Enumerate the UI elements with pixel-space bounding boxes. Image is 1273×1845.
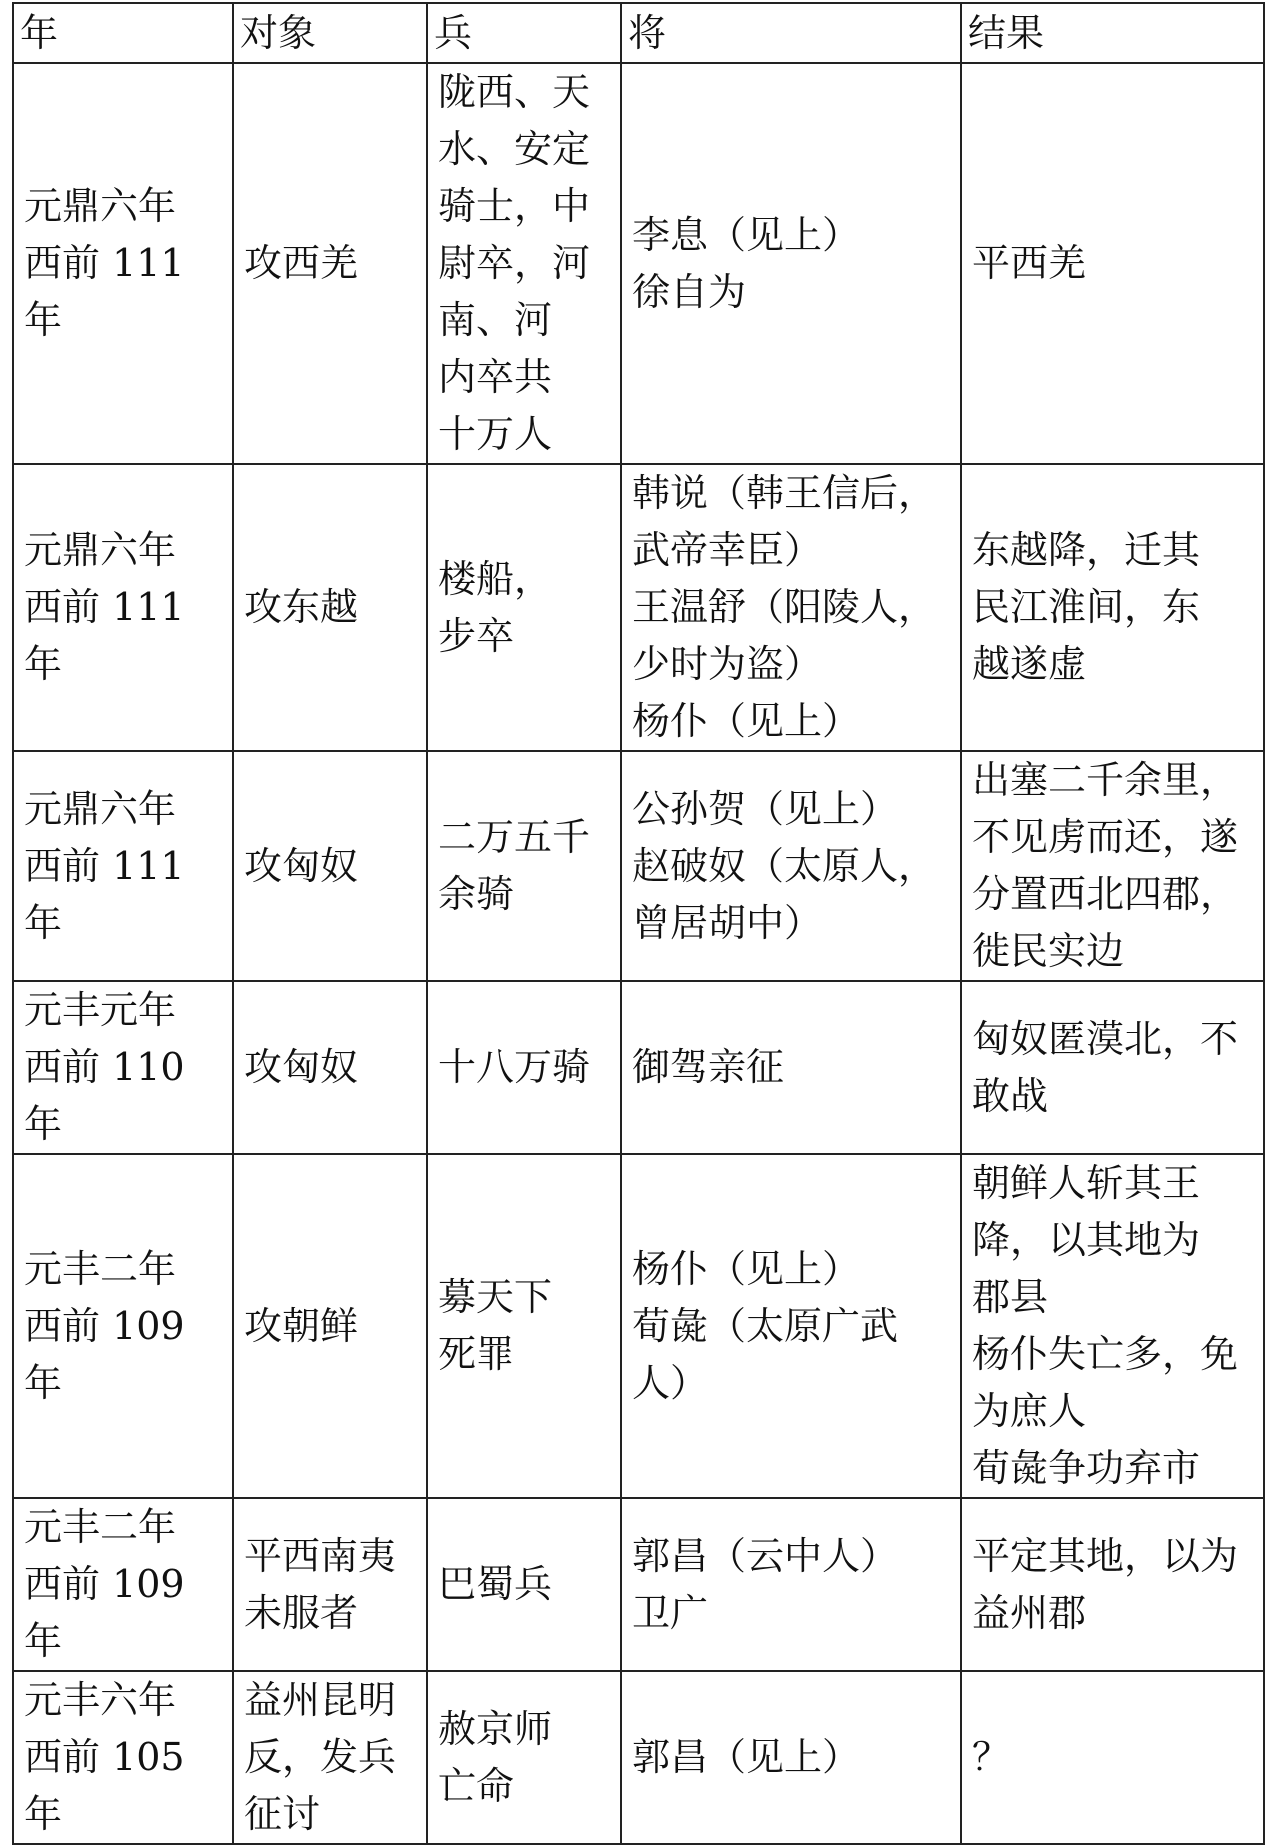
- generals-line: 杨仆（见上）: [632, 699, 861, 743]
- table-body: [13, 63, 1264, 1844]
- cell-generals: [621, 1154, 961, 1498]
- year-line: 元丰二年: [24, 1246, 177, 1291]
- header-result: 结果: [961, 3, 1264, 63]
- cell-year: [13, 464, 233, 751]
- year-line: 西前 111 年: [24, 585, 197, 686]
- year-line: 元鼎六年: [24, 786, 177, 831]
- table-row: [13, 1154, 1264, 1498]
- table-header: [13, 3, 1264, 63]
- result-line: 降，以其地为: [972, 1218, 1201, 1262]
- header-year: 年: [13, 3, 233, 63]
- header-troops: 兵: [427, 3, 621, 63]
- troops-line: 余骑: [438, 872, 515, 916]
- target-line: 攻朝鲜: [244, 1303, 359, 1348]
- cell-result: [961, 63, 1264, 464]
- cell-result: [961, 1154, 1264, 1498]
- troops-line: 募天下: [438, 1275, 553, 1319]
- cell-target: [233, 63, 427, 464]
- troops-line: 内卒共: [438, 355, 553, 399]
- cell-result: [961, 1671, 1264, 1844]
- table-row: [13, 981, 1264, 1154]
- troops-line: 亡命: [438, 1763, 515, 1808]
- cell-generals: [621, 464, 961, 751]
- result-line: 益州郡: [972, 1590, 1087, 1635]
- troops-line: 水、安定: [438, 127, 591, 171]
- troops-line: 十八万骑: [438, 1045, 591, 1089]
- generals-line: 曾居胡中）: [632, 900, 823, 945]
- generals-line: 少时为盗）: [632, 642, 823, 686]
- table-row: [13, 1671, 1264, 1844]
- header-row: [13, 3, 1264, 63]
- cell-troops: [427, 751, 621, 981]
- generals-line: 杨仆（见上）: [632, 1246, 861, 1291]
- year-line: 西前 105 年: [24, 1735, 197, 1836]
- result-line: 平定其地，以为: [972, 1533, 1239, 1578]
- table-row: [13, 63, 1264, 464]
- cell-year: [13, 1671, 233, 1844]
- result-line: 出塞二千余里，: [972, 758, 1239, 802]
- cell-generals: [621, 1671, 961, 1844]
- result-line: 徙民实边: [972, 929, 1125, 973]
- troops-line: 赦京师: [438, 1706, 553, 1751]
- year-line: 元丰元年: [24, 988, 177, 1032]
- cell-year: [13, 1154, 233, 1498]
- year-line: 元鼎六年: [24, 184, 177, 228]
- troops-line: 陇西、天: [438, 70, 591, 114]
- result-line: 不见虏而还，遂: [972, 815, 1239, 859]
- troops-line: 楼船，: [438, 556, 553, 601]
- year-line: 元丰六年: [24, 1678, 177, 1722]
- result-line: 为庶人: [972, 1389, 1087, 1433]
- header-target: 对象: [233, 3, 427, 63]
- target-line: 平西南夷: [244, 1533, 397, 1578]
- cell-troops: [427, 1154, 621, 1498]
- cell-year: [13, 1498, 233, 1671]
- year-line: 西前 109 年: [24, 1562, 197, 1663]
- year-line: 元丰二年: [24, 1505, 177, 1549]
- target-line: 攻东越: [244, 585, 359, 629]
- generals-line: 御驾亲征: [632, 1045, 785, 1089]
- target-line: 反，发兵: [244, 1735, 397, 1779]
- generals-line: 李息（见上）: [632, 212, 861, 257]
- result-line: 匈奴匿漠北，不: [972, 1016, 1239, 1061]
- cell-year: [13, 63, 233, 464]
- result-line: 敢战: [972, 1073, 1049, 1118]
- troops-line: 骑士，中: [438, 184, 591, 228]
- year-line: 西前 109 年: [24, 1303, 197, 1405]
- result-line: ？: [972, 1735, 1011, 1779]
- generals-line: 卫广: [632, 1590, 709, 1635]
- cell-target: [233, 1154, 427, 1498]
- generals-line: 徐自为: [632, 269, 747, 314]
- troops-line: 南、河: [438, 298, 553, 342]
- table-row: [13, 1498, 1264, 1671]
- result-line: 荀彘争功弃市: [972, 1446, 1201, 1490]
- cell-generals: [621, 63, 961, 464]
- troops-line: 尉卒，河: [438, 241, 591, 285]
- result-line: 朝鲜人斩其王: [972, 1161, 1201, 1205]
- target-line: 未服者: [244, 1590, 359, 1635]
- table-row: [13, 751, 1264, 981]
- cell-generals: [621, 981, 961, 1154]
- cell-result: [961, 464, 1264, 751]
- generals-line: 赵破奴（太原人，: [632, 843, 937, 888]
- generals-line: 公孙贺（见上）: [632, 786, 899, 831]
- troops-line: 步卒: [438, 613, 515, 658]
- result-line: 分置西北四郡，: [972, 872, 1239, 916]
- target-line: 攻匈奴: [244, 1045, 359, 1089]
- year-line: 元鼎六年: [24, 528, 177, 572]
- troops-line: 二万五千: [438, 815, 591, 859]
- result-line: 郡县: [972, 1275, 1049, 1319]
- cell-troops: [427, 1671, 621, 1844]
- result-line: 平西羌: [972, 241, 1087, 285]
- generals-line: 王温舒（阳陵人，: [632, 585, 937, 629]
- generals-line: 武帝幸臣）: [632, 528, 823, 572]
- year-line: 西前 111 年: [24, 843, 197, 945]
- cell-target: [233, 981, 427, 1154]
- cell-generals: [621, 1498, 961, 1671]
- campaign-table: [12, 2, 1265, 1845]
- cell-target: [233, 751, 427, 981]
- cell-year: [13, 751, 233, 981]
- generals-line: 郭昌（云中人）: [632, 1533, 899, 1578]
- generals-line: 韩说（韩王信后，: [632, 471, 937, 515]
- cell-target: [233, 1498, 427, 1671]
- cell-troops: [427, 981, 621, 1154]
- cell-result: [961, 751, 1264, 981]
- target-line: 攻西羌: [244, 241, 359, 285]
- troops-line: 巴蜀兵: [438, 1562, 553, 1606]
- table-row: [13, 464, 1264, 751]
- cell-result: [961, 981, 1264, 1154]
- target-line: 征讨: [244, 1792, 321, 1836]
- cell-target: [233, 464, 427, 751]
- result-line: 东越降，迁其: [972, 528, 1201, 572]
- result-line: 杨仆失亡多，免: [972, 1332, 1239, 1376]
- year-line: 西前 110 年: [24, 1045, 197, 1146]
- target-line: 益州昆明: [244, 1678, 397, 1722]
- result-line: 民江淮间，东: [972, 585, 1201, 629]
- cell-result: [961, 1498, 1264, 1671]
- target-line: 攻匈奴: [244, 843, 359, 888]
- cell-year: [13, 981, 233, 1154]
- header-generals: 将: [621, 3, 961, 63]
- cell-troops: [427, 1498, 621, 1671]
- year-line: 西前 111 年: [24, 241, 197, 342]
- cell-target: [233, 1671, 427, 1844]
- cell-troops: [427, 63, 621, 464]
- generals-line: 荀彘（太原广武人）: [632, 1303, 899, 1405]
- result-line: 越遂虚: [972, 642, 1087, 686]
- cell-troops: [427, 464, 621, 751]
- troops-line: 十万人: [438, 412, 553, 456]
- generals-line: 郭昌（见上）: [632, 1735, 861, 1779]
- troops-line: 死罪: [438, 1332, 515, 1376]
- cell-generals: [621, 751, 961, 981]
